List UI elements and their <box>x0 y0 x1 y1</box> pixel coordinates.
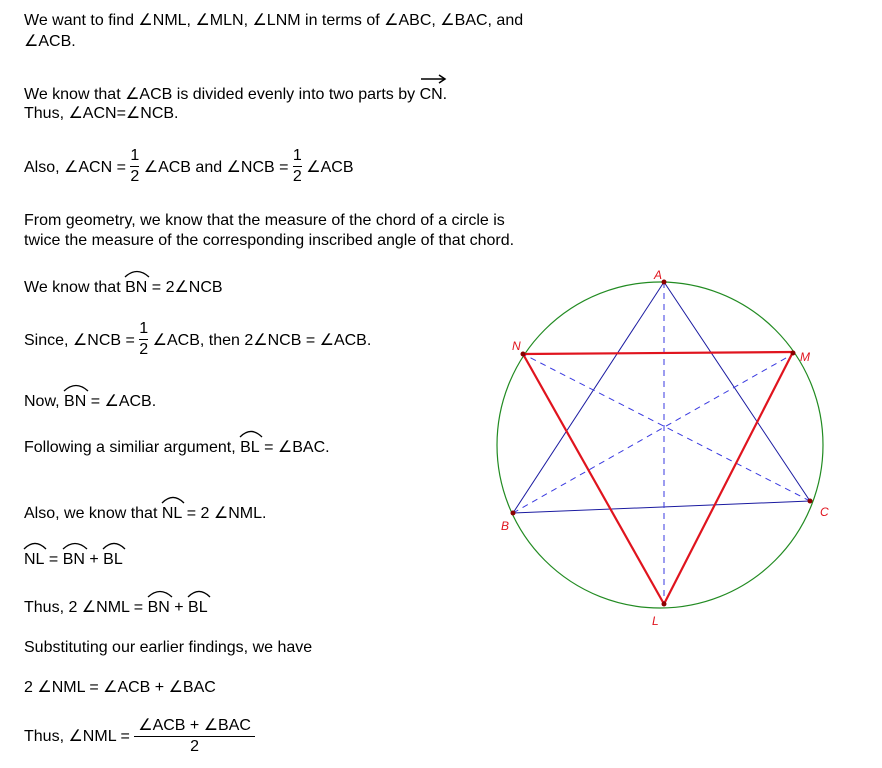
angle-bisectors <box>513 282 810 604</box>
point-n <box>521 352 526 357</box>
final-prefix: Thus, ∠NML = <box>24 728 135 745</box>
side-nm <box>523 352 793 354</box>
geometry-figure <box>490 262 840 632</box>
fraction-numerator: 1 <box>130 147 140 165</box>
now-statement <box>24 392 156 411</box>
arc-bn <box>148 598 170 617</box>
arc-icon <box>147 589 173 597</box>
circumcircle <box>497 282 823 608</box>
vertex-points <box>511 280 813 607</box>
ray-cn-label: CN <box>419 86 443 103</box>
arc-bl-label: BL <box>188 599 208 616</box>
ray-cn <box>420 85 443 104</box>
fraction-one-half <box>293 147 302 186</box>
arc-nl <box>24 550 44 569</box>
arc-nl-label: NL <box>24 551 45 568</box>
equals-sign: = <box>44 551 63 568</box>
arc-icon <box>124 269 150 277</box>
side-ml <box>664 352 793 604</box>
arc-icon <box>62 541 88 549</box>
since-text-b: ∠ACB, then 2∠NCB = ∠ACB. <box>148 332 372 349</box>
triangle-lmn <box>523 352 793 604</box>
plus-sign: + <box>84 551 104 568</box>
label-c: C <box>820 505 829 519</box>
arc-bl-label: BL <box>240 439 260 456</box>
now-prefix: Now, <box>24 393 65 410</box>
arc-bn-suffix: = 2∠NCB <box>147 279 223 296</box>
fraction-one-half <box>139 320 148 359</box>
arc-bl-label: BL <box>103 551 123 568</box>
chord-theorem-line-1: From geometry, we know that the measure of the chord of a circle is <box>24 212 505 229</box>
double-angle-prefix: Thus, 2 ∠NML = <box>24 599 148 616</box>
arc-nl <box>162 504 182 523</box>
arc-bn-prefix: We know that <box>24 279 126 296</box>
arc-nl-suffix: = 2 ∠NML. <box>182 505 267 522</box>
fraction-denominator: 2 <box>130 168 140 186</box>
side-ac <box>664 282 810 501</box>
arc-bn-label: BN <box>125 279 148 296</box>
fraction-one-half <box>130 147 139 186</box>
arc-bl <box>188 598 208 617</box>
substitution-line: Substituting our earlier findings, we have <box>24 639 313 656</box>
arc-sum-equation <box>24 550 123 569</box>
label-l: L <box>652 614 659 628</box>
now-suffix: = ∠ACB. <box>86 393 157 410</box>
point-c <box>808 499 813 504</box>
side-bc <box>513 501 810 513</box>
arc-bl <box>240 438 260 457</box>
half-angle-statement <box>24 148 354 188</box>
final-result <box>24 717 255 757</box>
label-n: N <box>512 339 521 353</box>
fraction-bar <box>134 736 255 737</box>
fraction-bar <box>139 339 148 340</box>
arc-bn <box>64 392 86 411</box>
arc-bn-label: BN <box>64 393 87 410</box>
vector-arrow-icon <box>420 74 446 84</box>
side-nl <box>523 354 664 604</box>
arc-bn-statement <box>24 278 223 297</box>
side-ab <box>513 282 664 513</box>
double-angle-equation <box>24 598 208 617</box>
label-b: B <box>501 519 510 533</box>
half-angle-text-b: ∠ACB and ∠NCB = <box>139 159 293 176</box>
final-denominator: 2 <box>190 738 200 756</box>
bisector-cn <box>523 354 810 501</box>
arc-nl-label: NL <box>161 505 183 522</box>
fraction-bar <box>130 166 139 167</box>
similar-suffix: = ∠BAC. <box>259 439 330 456</box>
similar-argument-statement <box>24 438 330 457</box>
fraction-numerator: 1 <box>292 147 302 165</box>
arc-icon <box>63 383 89 391</box>
arc-bn <box>63 550 85 569</box>
bisector-statement <box>24 85 447 104</box>
label-m: M <box>800 350 810 364</box>
fraction-bar <box>293 166 302 167</box>
sum-equation: 2 ∠NML = ∠ACB + ∠BAC <box>24 679 216 696</box>
intro-line-1: We want to find ∠NML, ∠MLN, ∠LNM in terms of ∠ABC, ∠BAC, and <box>24 12 524 29</box>
arc-icon <box>161 495 185 503</box>
arc-icon <box>23 541 47 549</box>
plus-sign: + <box>169 599 189 616</box>
half-angle-text-c: ∠ACB <box>301 159 354 176</box>
arc-bn-label: BN <box>62 551 85 568</box>
arc-bl <box>103 550 123 569</box>
point-m <box>791 351 796 356</box>
since-text-a: Since, ∠NCB = <box>24 332 140 349</box>
arc-bn <box>125 278 147 297</box>
arc-icon <box>187 589 211 597</box>
arc-icon <box>102 541 126 549</box>
arc-nl-statement <box>24 504 266 523</box>
angle-equality: Thus, ∠ACN=∠NCB. <box>24 105 179 122</box>
point-b <box>511 511 516 516</box>
arc-bn-label: BN <box>147 599 170 616</box>
vertex-labels <box>501 268 829 628</box>
arc-nl-prefix: Also, we know that <box>24 505 162 522</box>
point-l <box>662 602 667 607</box>
since-statement <box>24 321 371 361</box>
final-numerator: ∠ACB + ∠BAC <box>138 717 251 735</box>
bisector-period: . <box>442 86 448 103</box>
fraction-denominator: 2 <box>139 341 149 359</box>
final-fraction <box>134 717 255 756</box>
arc-icon <box>239 429 263 437</box>
chord-theorem-line-2: twice the measure of the corresponding inscribed angle of that chord. <box>24 232 515 249</box>
point-a <box>662 280 667 285</box>
similar-prefix: Following a similiar argument, <box>24 439 241 456</box>
bisector-text: We know that ∠ACB is divided evenly into two parts by <box>24 86 420 103</box>
fraction-denominator: 2 <box>292 168 302 186</box>
fraction-numerator: 1 <box>139 320 149 338</box>
half-angle-text-a: Also, ∠ACN = <box>24 159 131 176</box>
intro-line-2: ∠ACB. <box>24 33 76 50</box>
label-a: A <box>654 268 663 282</box>
